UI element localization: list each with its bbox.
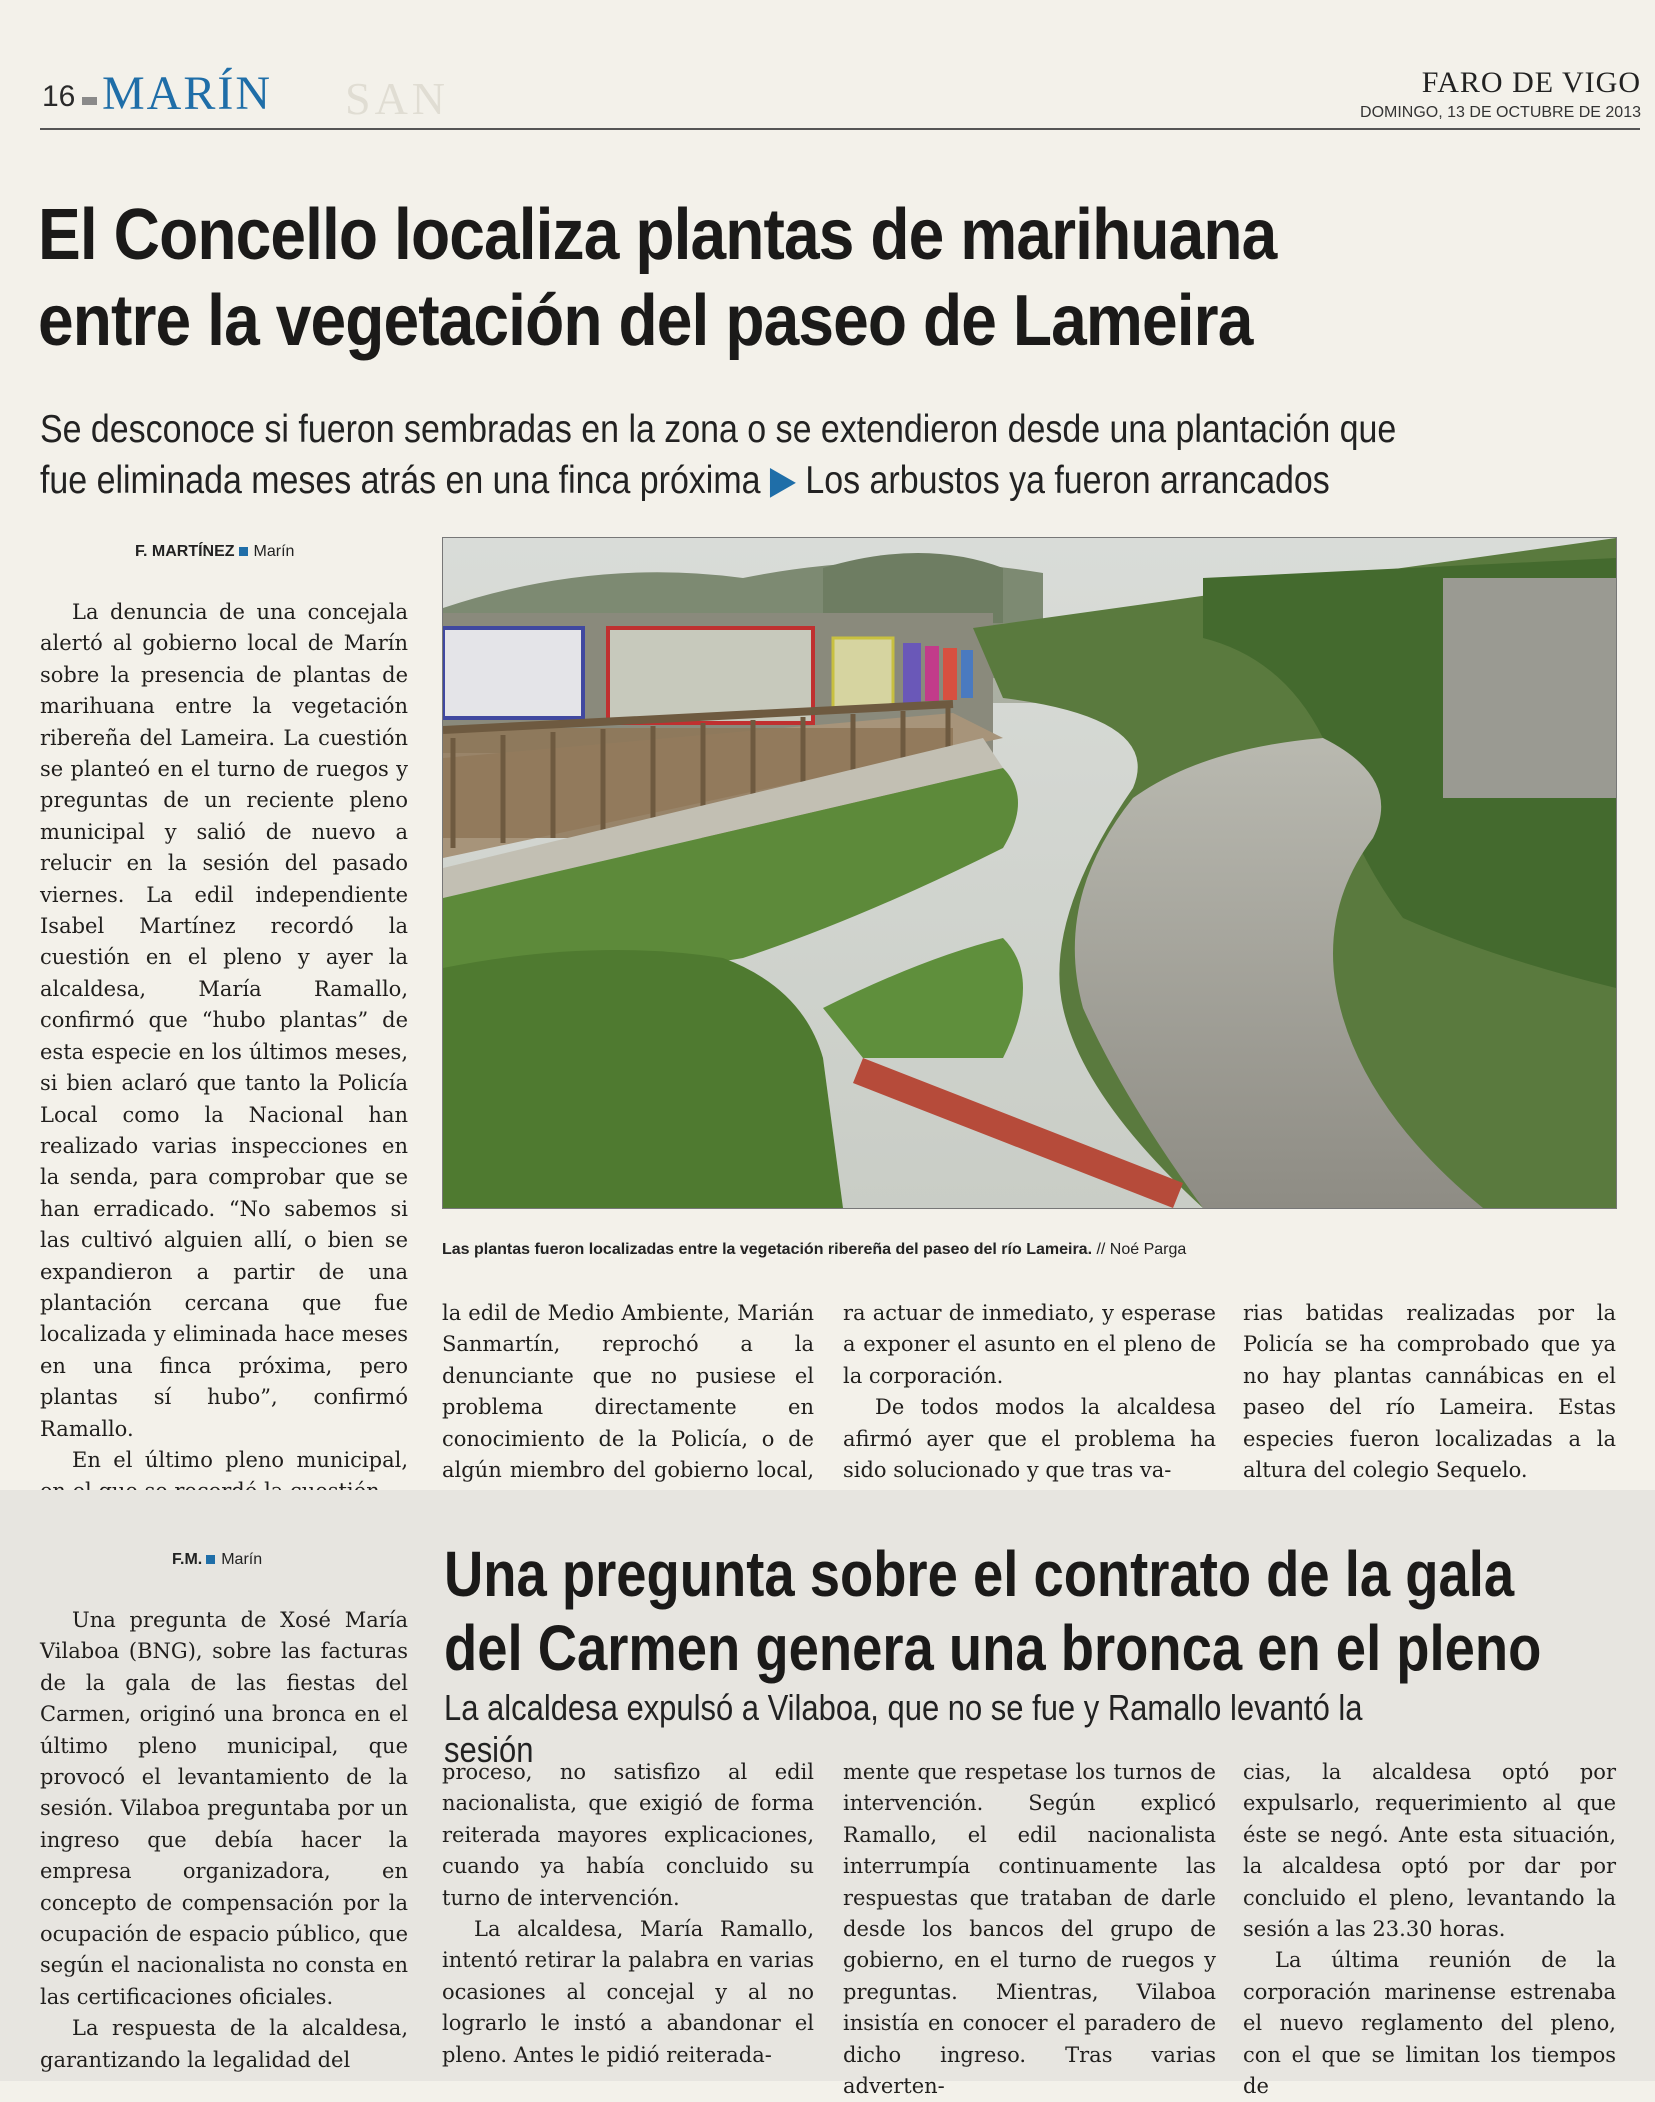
article2-column-2 <box>442 1757 814 2071</box>
page-number: 16 <box>42 80 76 113</box>
article2-column-3 <box>843 1757 1216 2102</box>
article1-column-1 <box>40 597 408 1508</box>
paragraph: La denuncia de una concejala alertó al gobierno local de Marín sobre la presencia de plantas de marihuana entre la vegetación ribereña del Lameira. La cuestión se planteó en el turno de ruegos y preguntas de un reciente pleno municipal y salió de nuevo a relucir en la sesión del pasado viernes. La edil independiente Isabel Martínez recordó la cuestión en el pleno y ayer la alcaldesa, María Ramallo, confirmó que “hubo plantas” de esta especie en los últimos meses, si bien aclaró que tanto la Policía Local como la Nacional han realizado varias inspecciones en la senda, para comprobar que se han erradicado. “No sabemos si las cultivó alguien allí, o bien se expandieron a partir de una plantación cercana que fue localizada y eliminada hace meses en una finca próxima, pero plantas sí hubo”, confirmó Ramallo. <box>40 600 408 1441</box>
paragraph: mente que respetase los turnos de intervención. Según explicó Ramallo, el edil nacionalista interrumpía continuamente las respuestas que trataban de darle desde los bancos del grupo de gobierno, en el turno de ruegos y preguntas. Mientras, Vilaboa insistía en conocer el paradero de dicho ingreso. Tras varias adverten- <box>843 1760 1216 2099</box>
article-headline: El Concello localiza plantas de marihuana entre la vegetación del paseo de Lameira <box>38 195 1277 361</box>
paragraph: De todos modos la alcaldesa afirmó ayer que el problema ha sido solucionado y que tras va- <box>843 1395 1216 1483</box>
byline-author: F. MARTÍNEZ <box>135 543 235 560</box>
article-byline <box>135 543 294 561</box>
triangle-bullet-icon: ▶ <box>769 459 796 502</box>
paragraph: La respuesta de la alcaldesa, garantizando la legalidad del <box>40 2016 408 2072</box>
paragraph: rias batidas realizadas por la Policía se ha comprobado que ya no hay plantas cannábicas en el paseo del río Lameira. Estas especies fueron localizadas a la altura del colegio Sequelo. <box>1243 1301 1616 1483</box>
paragraph: En el último pleno municipal, <box>72 1447 408 1472</box>
article2-column-4 <box>1243 1757 1616 2102</box>
newspaper-name: FARO DE VIGO <box>1421 66 1641 99</box>
article1-column-4 <box>1243 1298 1616 1486</box>
article2-column-1 <box>40 1605 408 2076</box>
section-title: MARÍN <box>102 67 273 120</box>
riverside-walkway-photo <box>443 538 1616 1208</box>
issue-date: DOMINGO, 13 DE OCTUBRE DE 2013 <box>1360 104 1641 121</box>
paragraph: La última reunión de la corporación marinense estrenaba el nuevo reglamento del pleno, con el que se limitan los tiempos de <box>1243 1948 1616 2099</box>
byline-author: F.M. <box>172 1551 203 1568</box>
paragraph: ra actuar de inmediato, y esperase a exponer el asunto en el pleno de la corporación. <box>843 1301 1216 1388</box>
photo-caption <box>442 1241 1186 1259</box>
article1-column-2 <box>442 1298 814 1518</box>
paragraph: cias, la alcaldesa optó por expulsarlo, requerimiento al que éste se negó. Ante esta situación, la alcaldesa optó por dar por concluido el pleno, levantando la sesión a las 23.30 horas. <box>1243 1760 1616 1942</box>
article2-headline: Una pregunta sobre el contrato de la gala del Carmen genera una bronca en el pleno <box>444 1538 1542 1684</box>
article-photo <box>442 537 1617 1209</box>
byline-location: Marín <box>253 543 295 560</box>
subhead-part-1: Se desconoce si fueron sembradas en la zona o se extendieron desde una plantación que fue eliminada meses atrás en una finca próxima <box>40 408 1397 502</box>
header-rule <box>40 128 1640 130</box>
byline-square-icon <box>206 1555 215 1564</box>
paragraph: Una pregunta de Xosé María Vilaboa (BNG), sobre las facturas de la gala de las fiestas del Carmen, originó una bronca en el último pleno municipal, que provocó el levantamiento de la sesión. Vilaboa preguntaba por un ingreso que debía hacer la empresa organizadora, en concepto de compensación por la ocupación de espacio público, que según el nacionalista no consta en las certificaciones oficiales. <box>40 1608 408 2009</box>
paragraph: proceso, no satisfizo al edil nacionalista, que exigió de forma reiterada mayores explicaciones, cuando ya había concluido su turno de intervención. <box>442 1760 814 1910</box>
paragraph: La alcaldesa, María Ramallo, intentó retirar la palabra en varias ocasiones al concejal y al no lograrlo le instó a abandonar el pleno. Antes le pidió reiterada- <box>442 1917 814 2067</box>
article-subhead <box>40 404 1519 506</box>
photo-credit: // Noé Parga <box>1096 1241 1187 1258</box>
subhead-part-2: Los arbustos ya fueron arrancados <box>805 459 1330 502</box>
byline-location: Marín <box>221 1551 263 1568</box>
bleed-through-text: SAN <box>345 73 450 124</box>
page-number-square <box>82 97 97 105</box>
article2-byline <box>172 1551 262 1569</box>
article1-column-3 <box>843 1298 1216 1486</box>
byline-square-icon <box>239 547 248 556</box>
caption-text: Las plantas fueron localizadas entre la vegetación ribereña del paseo del río Lameira. <box>442 1241 1093 1258</box>
article2-subhead: La alcaldesa expulsó a Vilaboa, que no se fue y Ramallo levantó la sesión <box>444 1687 1363 1770</box>
paragraph: la edil de Medio Ambiente, Marián Sanmartín, reprochó a la denunciante que no pusiese el problema directamente en conocimiento de la Policía, o de algún miembro del gobierno local, <box>442 1301 814 1483</box>
